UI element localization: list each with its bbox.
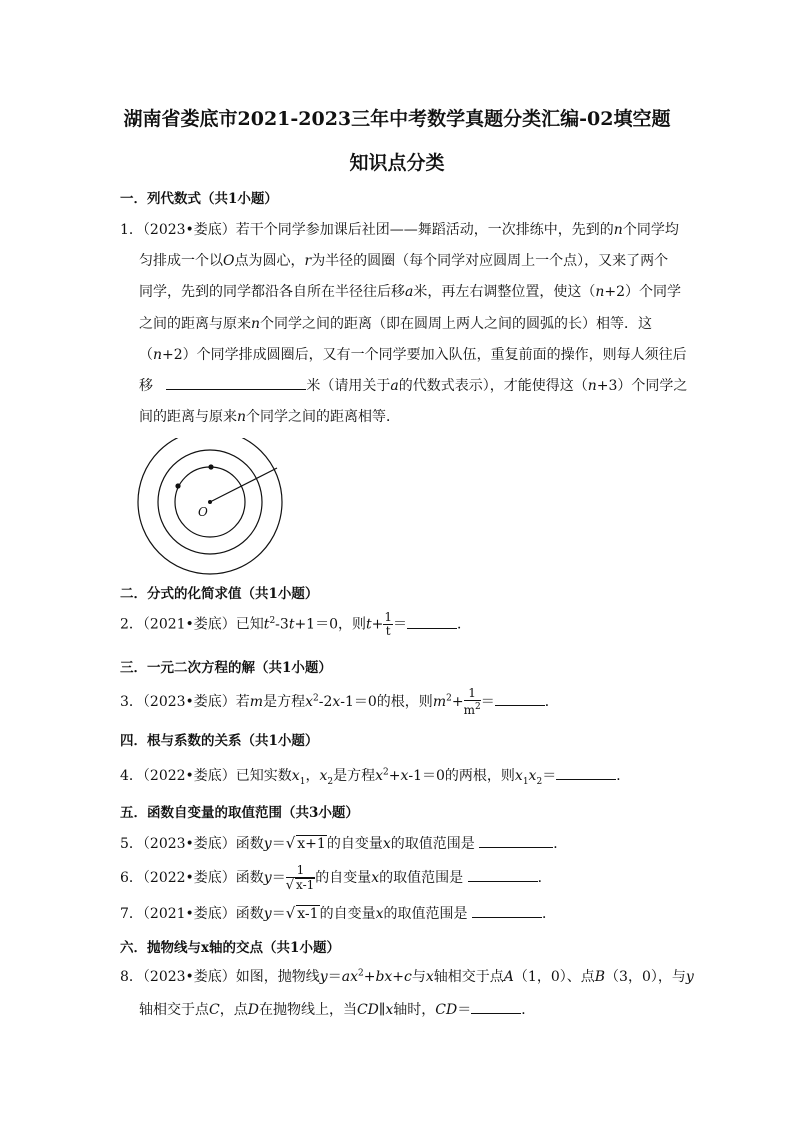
q1-line7: 间的距离与原来n个同学之间的距离相等． <box>139 409 401 425</box>
q8-line1: 8．（2023•娄底）如图，抛物线$y=ax^2+bx+c$与x轴相交于点A（1，0）、点B（3，0），与y <box>120 968 694 985</box>
q1-line1: 1．（2023•娄底）若干个同学参加课后社团——舞蹈活动，一次排练中，先到的n个同学均 <box>120 222 679 238</box>
q7-line: 7．（2021•娄底）函数y＝√ x-1的自变量x的取值范围是 ． <box>120 904 556 922</box>
q1-line5: （n+2）个同学排成圆圈后，又有一个同学要加入队伍，重复前面的操作，则每人须往后 <box>139 347 687 363</box>
answer-blank[interactable] <box>468 867 538 882</box>
answer-blank[interactable] <box>166 375 306 390</box>
q6-line: 6．（2022•娄底）函数y＝ $\frac{1}{√ x-1}$ 的自变量x的取值范围是 ． <box>120 863 552 893</box>
center-label: O <box>198 505 208 519</box>
q1-line3: 同学，先到的同学都沿各自所在半径往后移a米，再左右调整位置，使这（n+2）个同学 <box>139 284 682 300</box>
section-heading: 四．根与系数的关系（共1小题） <box>120 733 319 749</box>
answer-blank[interactable] <box>495 691 545 706</box>
concentric-circles-figure <box>136 438 286 584</box>
q1-line4: 之间的距离与原来n个同学之间的距离（即在圆周上两人之间的圆弧的长）相等．这 <box>139 316 653 332</box>
section-heading: 二．分式的化简求值（共1小题） <box>120 586 319 602</box>
section-heading: 三．一元二次方程的解（共1小题） <box>120 660 332 676</box>
answer-blank[interactable] <box>556 765 616 780</box>
answer-blank[interactable] <box>407 614 457 629</box>
q2-line: 2．（2021•娄底）已知$t^2-3t+1=0$，则t+ $\frac{1}{t}$ ＝ ． <box>120 610 472 638</box>
q8-line2: 轴相交于点C，点D在抛物线上，当CD∥x轴时，CD＝ ． <box>139 999 535 1019</box>
answer-blank[interactable] <box>471 999 521 1014</box>
q4-line: 4．（2022•娄底）已知实数$x_1$，$x_2$是方程$x^2+x-1=0$的两根，则$x_1x_2=$ ． <box>120 765 630 787</box>
q5-line: 5．（2023•娄底）函数y＝√ x+1的自变量x的取值范围是 ． <box>120 834 568 852</box>
section-heading: 六．抛物线与x轴的交点（共1小题） <box>120 940 340 956</box>
section-heading: 一．列代数式（共1小题） <box>120 191 278 207</box>
answer-blank[interactable] <box>479 833 553 848</box>
q1-line2: 匀排成一个以O点为圆心，r为半径的圆圈（每个同学对应圆周上一个点），又来了两个 <box>139 253 669 269</box>
document-title: 湖南省娄底市2021-2023三年中考数学真题分类汇编-02填空题 <box>123 108 671 130</box>
q1-line6: 移 米（请用关于a的代数式表示），才能使得这（n+3）个同学之 <box>139 375 687 395</box>
document-subtitle: 知识点分类 <box>349 152 445 174</box>
q3-line: 3．（2023•娄底）若m是方程$x^2-2x-1=0$的根，则$m^2+$ $\frac{1}{m^2}$ ＝ ． <box>120 686 559 717</box>
section-heading: 五．函数自变量的取值范围（共3小题） <box>120 805 359 821</box>
answer-blank[interactable] <box>472 903 542 918</box>
